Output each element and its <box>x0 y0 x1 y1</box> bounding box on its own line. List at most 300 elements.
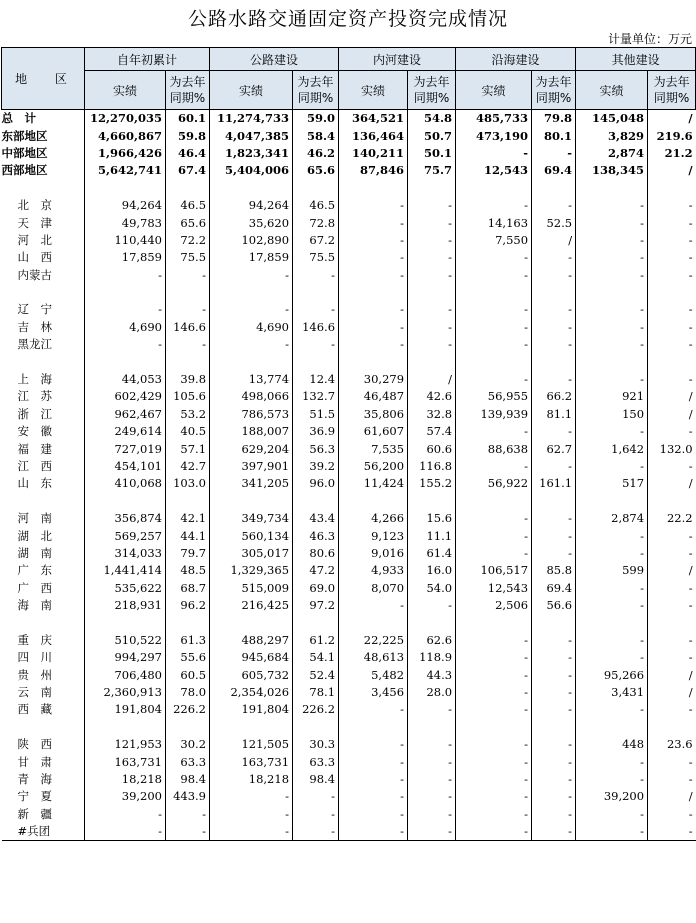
empty-cell <box>532 284 576 301</box>
actual-value: 18,218 <box>85 771 166 788</box>
empty-cell <box>166 353 210 370</box>
yoy-value: - <box>532 371 576 388</box>
actual-value: - <box>576 597 648 614</box>
table-row <box>2 545 696 562</box>
yoy-value: - <box>532 527 576 544</box>
actual-value: - <box>85 823 166 841</box>
region-name: 河 南 <box>17 511 52 526</box>
yoy-value: 11.1 <box>408 527 456 544</box>
actual-value: 498,066 <box>210 388 293 405</box>
region-name: 重 庆 <box>17 632 52 647</box>
empty-cell <box>293 353 339 370</box>
region-name: 湖 南 <box>17 545 52 560</box>
actual-value: 629,204 <box>210 440 293 457</box>
yoy-value: 48.5 <box>166 562 210 579</box>
actual-value: 9,016 <box>339 545 408 562</box>
actual-value: - <box>85 301 166 318</box>
actual-value: - <box>456 371 532 388</box>
unit-note: 计量单位：万元 <box>607 32 692 46</box>
actual-value: 599 <box>576 562 648 579</box>
empty-cell <box>648 614 696 631</box>
empty-cell <box>408 284 456 301</box>
yoy-value: 59.0 <box>293 110 339 128</box>
empty-cell <box>456 284 532 301</box>
region-name: 陕 西 <box>17 737 52 752</box>
yoy-value: 15.6 <box>408 510 456 527</box>
actual-value: - <box>576 545 648 562</box>
actual-value: 4,690 <box>210 319 293 336</box>
empty-cell <box>210 614 293 631</box>
spacer-row <box>2 180 696 197</box>
yoy-value: 226.2 <box>293 701 339 718</box>
actual-value: - <box>456 510 532 527</box>
empty-cell <box>408 493 456 510</box>
actual-value: 95,266 <box>576 667 648 684</box>
actual-value: - <box>456 145 532 162</box>
empty-cell <box>293 493 339 510</box>
actual-value: 364,521 <box>339 110 408 128</box>
actual-value: - <box>576 319 648 336</box>
actual-value: - <box>576 423 648 440</box>
yoy-value: 28.0 <box>408 684 456 701</box>
yoy-value: - <box>532 545 576 562</box>
yoy-value: - <box>166 806 210 823</box>
region-name: 山 西 <box>17 250 52 265</box>
yoy-value: 79.8 <box>532 110 576 128</box>
yoy-value: 66.2 <box>532 388 576 405</box>
actual-value: 454,101 <box>85 458 166 475</box>
actual-value: 188,007 <box>210 423 293 440</box>
yoy-value: 116.8 <box>408 458 456 475</box>
yoy-value: 78.1 <box>293 684 339 701</box>
yoy-value: 72.8 <box>293 214 339 231</box>
actual-value: - <box>85 267 166 284</box>
yoy-value: 75.5 <box>166 249 210 266</box>
empty-cell <box>456 614 532 631</box>
yoy-value: / <box>648 475 696 492</box>
actual-value: 145,048 <box>576 110 648 128</box>
actual-value: 4,047,385 <box>210 127 293 144</box>
region-name: 吉 林 <box>17 319 52 334</box>
yoy-value: - <box>532 701 576 718</box>
yoy-value: 132.7 <box>293 388 339 405</box>
yoy-value: - <box>166 823 210 841</box>
actual-value: 35,620 <box>210 214 293 231</box>
empty-cell <box>85 493 166 510</box>
yoy-value: - <box>532 823 576 841</box>
actual-value: - <box>456 458 532 475</box>
actual-value: 8,070 <box>339 580 408 597</box>
empty-cell <box>456 719 532 736</box>
yoy-value: 30.3 <box>293 736 339 753</box>
actual-value: 30,279 <box>339 371 408 388</box>
actual-value: - <box>339 771 408 788</box>
yoy-value: 61.4 <box>408 545 456 562</box>
region-name: 江 西 <box>17 459 52 473</box>
yoy-value: - <box>408 788 456 805</box>
yoy-value: / <box>532 232 576 249</box>
yoy-header-line2: 同期% <box>413 91 450 105</box>
actual-value: 106,517 <box>456 562 532 579</box>
region-name: 西部地区 <box>1 163 48 178</box>
actual-value: - <box>85 806 166 823</box>
actual-value: - <box>456 823 532 841</box>
group-header: 自年初累计 <box>85 48 210 71</box>
actual-value: 14,163 <box>456 214 532 231</box>
yoy-value: / <box>648 110 696 128</box>
empty-cell <box>210 493 293 510</box>
table-row <box>2 232 696 249</box>
actual-value: 138,345 <box>576 162 648 179</box>
empty-cell <box>166 284 210 301</box>
summary-row <box>2 127 696 144</box>
yoy-value: - <box>532 788 576 805</box>
yoy-value: 81.1 <box>532 406 576 423</box>
page-title: 公路水路交通固定资产投资完成情况 <box>187 8 508 30</box>
yoy-value: 57.4 <box>408 423 456 440</box>
actual-value: 1,441,414 <box>85 562 166 579</box>
yoy-value: - <box>408 249 456 266</box>
actual-value: - <box>456 632 532 649</box>
yoy-value: - <box>648 336 696 353</box>
yoy-value: 46.5 <box>293 197 339 214</box>
table-row <box>2 475 696 492</box>
yoy-header-line2: 同期% <box>297 91 334 105</box>
region-name: 西 藏 <box>17 702 52 717</box>
region-name: 宁 夏 <box>17 789 52 804</box>
actual-value: - <box>456 423 532 440</box>
yoy-value: / <box>648 162 696 179</box>
yoy-value: - <box>532 319 576 336</box>
region-name: 总 计 <box>1 111 36 126</box>
yoy-value: 51.5 <box>293 406 339 423</box>
actual-value: 2,354,026 <box>210 684 293 701</box>
actual-value: 218,931 <box>85 597 166 614</box>
yoy-value: - <box>532 336 576 353</box>
spacer-row <box>2 284 696 301</box>
actual-value: - <box>576 371 648 388</box>
actual-value: 110,440 <box>85 232 166 249</box>
empty-cell <box>293 614 339 631</box>
actual-value: 17,859 <box>210 249 293 266</box>
table-row <box>2 458 696 475</box>
table-row <box>2 806 696 823</box>
yoy-value: 80.6 <box>293 545 339 562</box>
actual-value: 11,424 <box>339 475 408 492</box>
yoy-value: 54.0 <box>408 580 456 597</box>
actual-value: 5,404,006 <box>210 162 293 179</box>
empty-cell <box>532 353 576 370</box>
region-name: 四 川 <box>17 650 52 665</box>
actual-header: 实绩 <box>339 71 408 110</box>
actual-value: - <box>339 336 408 353</box>
region-name: 内蒙古 <box>17 267 52 282</box>
region-name: 云 南 <box>17 685 52 700</box>
empty-cell <box>166 180 210 197</box>
yoy-value: 97.2 <box>293 597 339 614</box>
yoy-value: - <box>293 823 339 841</box>
yoy-value: - <box>532 771 576 788</box>
yoy-value: 226.2 <box>166 701 210 718</box>
yoy-value: 69.4 <box>532 580 576 597</box>
yoy-value: - <box>532 458 576 475</box>
yoy-value: - <box>408 267 456 284</box>
actual-value: - <box>339 823 408 841</box>
region-name: 新 疆 <box>17 806 52 821</box>
yoy-value: 161.1 <box>532 475 576 492</box>
yoy-value: - <box>408 701 456 718</box>
yoy-value: 22.2 <box>648 510 696 527</box>
table-row <box>2 388 696 405</box>
yoy-value: - <box>532 145 576 162</box>
empty-cell <box>293 284 339 301</box>
yoy-header <box>648 71 696 110</box>
actual-value: 2,360,913 <box>85 684 166 701</box>
yoy-value: - <box>648 753 696 770</box>
table-row <box>2 736 696 753</box>
region-name: 广 西 <box>17 580 52 595</box>
empty-cell <box>85 353 166 370</box>
yoy-value: - <box>532 267 576 284</box>
empty-cell <box>456 353 532 370</box>
actual-value: - <box>339 301 408 318</box>
actual-value: 4,660,867 <box>85 127 166 144</box>
empty-cell <box>2 493 85 510</box>
actual-value: 7,550 <box>456 232 532 249</box>
empty-cell <box>532 493 576 510</box>
empty-cell <box>210 180 293 197</box>
actual-value: 3,456 <box>339 684 408 701</box>
actual-value: - <box>210 336 293 353</box>
yoy-value: 46.5 <box>166 197 210 214</box>
empty-cell <box>576 180 648 197</box>
yoy-value: / <box>648 684 696 701</box>
empty-cell <box>85 614 166 631</box>
actual-value: 150 <box>576 406 648 423</box>
empty-cell <box>166 614 210 631</box>
yoy-value: 39.8 <box>166 371 210 388</box>
yoy-value: - <box>166 301 210 318</box>
yoy-value: - <box>532 197 576 214</box>
empty-cell <box>85 180 166 197</box>
empty-cell <box>166 493 210 510</box>
yoy-value: - <box>648 267 696 284</box>
actual-value: 1,642 <box>576 440 648 457</box>
yoy-value: 54.1 <box>293 649 339 666</box>
yoy-value: - <box>648 580 696 597</box>
actual-value: - <box>456 545 532 562</box>
actual-value: 94,264 <box>85 197 166 214</box>
region-name: 福 建 <box>17 441 52 456</box>
empty-cell <box>339 353 408 370</box>
actual-value: - <box>576 197 648 214</box>
yoy-value: 42.1 <box>166 510 210 527</box>
actual-value: 994,297 <box>85 649 166 666</box>
table-row <box>2 632 696 649</box>
actual-value: - <box>456 527 532 544</box>
actual-value: - <box>339 232 408 249</box>
yoy-value: 78.0 <box>166 684 210 701</box>
actual-header: 实绩 <box>210 71 293 110</box>
actual-value: 1,966,426 <box>85 145 166 162</box>
actual-value: 12,543 <box>456 580 532 597</box>
actual-value: 163,731 <box>210 753 293 770</box>
yoy-value: 67.2 <box>293 232 339 249</box>
actual-value: 4,933 <box>339 562 408 579</box>
actual-value: - <box>576 632 648 649</box>
empty-cell <box>339 493 408 510</box>
empty-cell <box>339 719 408 736</box>
yoy-value: 118.9 <box>408 649 456 666</box>
group-header: 公路建设 <box>210 48 339 71</box>
yoy-value: 85.8 <box>532 562 576 579</box>
actual-value: 87,846 <box>339 162 408 179</box>
spacer-row <box>2 614 696 631</box>
yoy-header <box>293 71 339 110</box>
yoy-value: 46.4 <box>166 145 210 162</box>
yoy-value: 67.4 <box>166 162 210 179</box>
actual-value: 39,200 <box>576 788 648 805</box>
actual-value: 605,732 <box>210 667 293 684</box>
spacer-row <box>2 719 696 736</box>
yoy-value: 61.3 <box>166 632 210 649</box>
table-row <box>2 527 696 544</box>
empty-cell <box>648 493 696 510</box>
yoy-value: - <box>532 736 576 753</box>
empty-cell <box>408 180 456 197</box>
actual-value: 140,211 <box>339 145 408 162</box>
yoy-value: - <box>648 458 696 475</box>
actual-value: 5,642,741 <box>85 162 166 179</box>
yoy-value: 68.7 <box>166 580 210 597</box>
actual-value: - <box>456 736 532 753</box>
actual-value: 88,638 <box>456 440 532 457</box>
empty-cell <box>293 719 339 736</box>
actual-value: 485,733 <box>456 110 532 128</box>
empty-cell <box>2 614 85 631</box>
yoy-value: 155.2 <box>408 475 456 492</box>
yoy-value: 219.6 <box>648 127 696 144</box>
yoy-value: 47.2 <box>293 562 339 579</box>
actual-value: 602,429 <box>85 388 166 405</box>
empty-cell <box>576 353 648 370</box>
actual-value: 56,200 <box>339 458 408 475</box>
table-row <box>2 267 696 284</box>
yoy-value: 39.2 <box>293 458 339 475</box>
yoy-value: 43.4 <box>293 510 339 527</box>
empty-cell <box>85 284 166 301</box>
yoy-value: 57.1 <box>166 440 210 457</box>
yoy-value: 50.1 <box>408 145 456 162</box>
actual-value: 136,464 <box>339 127 408 144</box>
investment-table <box>1 47 696 841</box>
actual-value: 2,506 <box>456 597 532 614</box>
actual-value: - <box>576 649 648 666</box>
yoy-value: 44.1 <box>166 527 210 544</box>
region-name: 青 海 <box>17 772 52 787</box>
region-name: 浙 江 <box>17 406 52 421</box>
yoy-value: 132.0 <box>648 440 696 457</box>
actual-value: - <box>576 267 648 284</box>
actual-value: 448 <box>576 736 648 753</box>
actual-value: 216,425 <box>210 597 293 614</box>
actual-value: 12,270,035 <box>85 110 166 128</box>
yoy-header-line1: 为去年 <box>413 75 450 89</box>
actual-value: - <box>576 806 648 823</box>
actual-value: 56,922 <box>456 475 532 492</box>
yoy-value: 79.7 <box>166 545 210 562</box>
yoy-value: 65.6 <box>166 214 210 231</box>
group-header: 内河建设 <box>339 48 456 71</box>
yoy-value: - <box>408 806 456 823</box>
yoy-value: - <box>648 545 696 562</box>
region-name: 甘 肃 <box>17 754 52 769</box>
region-name: 天 津 <box>17 215 52 230</box>
yoy-value: 105.6 <box>166 388 210 405</box>
actual-value: 121,505 <box>210 736 293 753</box>
yoy-value: - <box>648 527 696 544</box>
actual-value: 515,009 <box>210 580 293 597</box>
yoy-value: - <box>532 249 576 266</box>
yoy-value: 60.6 <box>408 440 456 457</box>
actual-value: - <box>456 667 532 684</box>
table-row <box>2 788 696 805</box>
actual-value: 510,522 <box>85 632 166 649</box>
yoy-value: - <box>293 301 339 318</box>
actual-value: - <box>210 267 293 284</box>
yoy-header-line2: 同期% <box>169 91 206 105</box>
empty-cell <box>648 719 696 736</box>
actual-value: - <box>576 249 648 266</box>
actual-value: - <box>339 249 408 266</box>
yoy-value: 96.0 <box>293 475 339 492</box>
actual-value: - <box>339 753 408 770</box>
yoy-value: 61.2 <box>293 632 339 649</box>
yoy-value: - <box>532 632 576 649</box>
actual-value: - <box>456 806 532 823</box>
yoy-value: - <box>293 806 339 823</box>
actual-value: 962,467 <box>85 406 166 423</box>
actual-value: 17,859 <box>85 249 166 266</box>
region-name: 东部地区 <box>1 128 48 143</box>
actual-value: 2,874 <box>576 145 648 162</box>
empty-cell <box>408 719 456 736</box>
actual-value: 410,068 <box>85 475 166 492</box>
empty-cell <box>532 719 576 736</box>
yoy-value: 50.7 <box>408 127 456 144</box>
yoy-value: 21.2 <box>648 145 696 162</box>
empty-cell <box>339 614 408 631</box>
actual-value: 35,806 <box>339 406 408 423</box>
yoy-value: - <box>648 371 696 388</box>
actual-value: - <box>576 527 648 544</box>
yoy-value: 56.6 <box>532 597 576 614</box>
region-name: 辽 宁 <box>17 302 52 317</box>
yoy-header-line1: 为去年 <box>297 75 334 89</box>
actual-value: - <box>576 458 648 475</box>
actual-value: - <box>576 214 648 231</box>
actual-value: 11,274,733 <box>210 110 293 128</box>
actual-value: 22,225 <box>339 632 408 649</box>
table-header <box>2 48 696 110</box>
yoy-value: / <box>648 406 696 423</box>
actual-value: - <box>576 301 648 318</box>
yoy-value: - <box>532 684 576 701</box>
yoy-value: - <box>648 701 696 718</box>
actual-value: 517 <box>576 475 648 492</box>
actual-value: - <box>456 249 532 266</box>
actual-value: 4,266 <box>339 510 408 527</box>
